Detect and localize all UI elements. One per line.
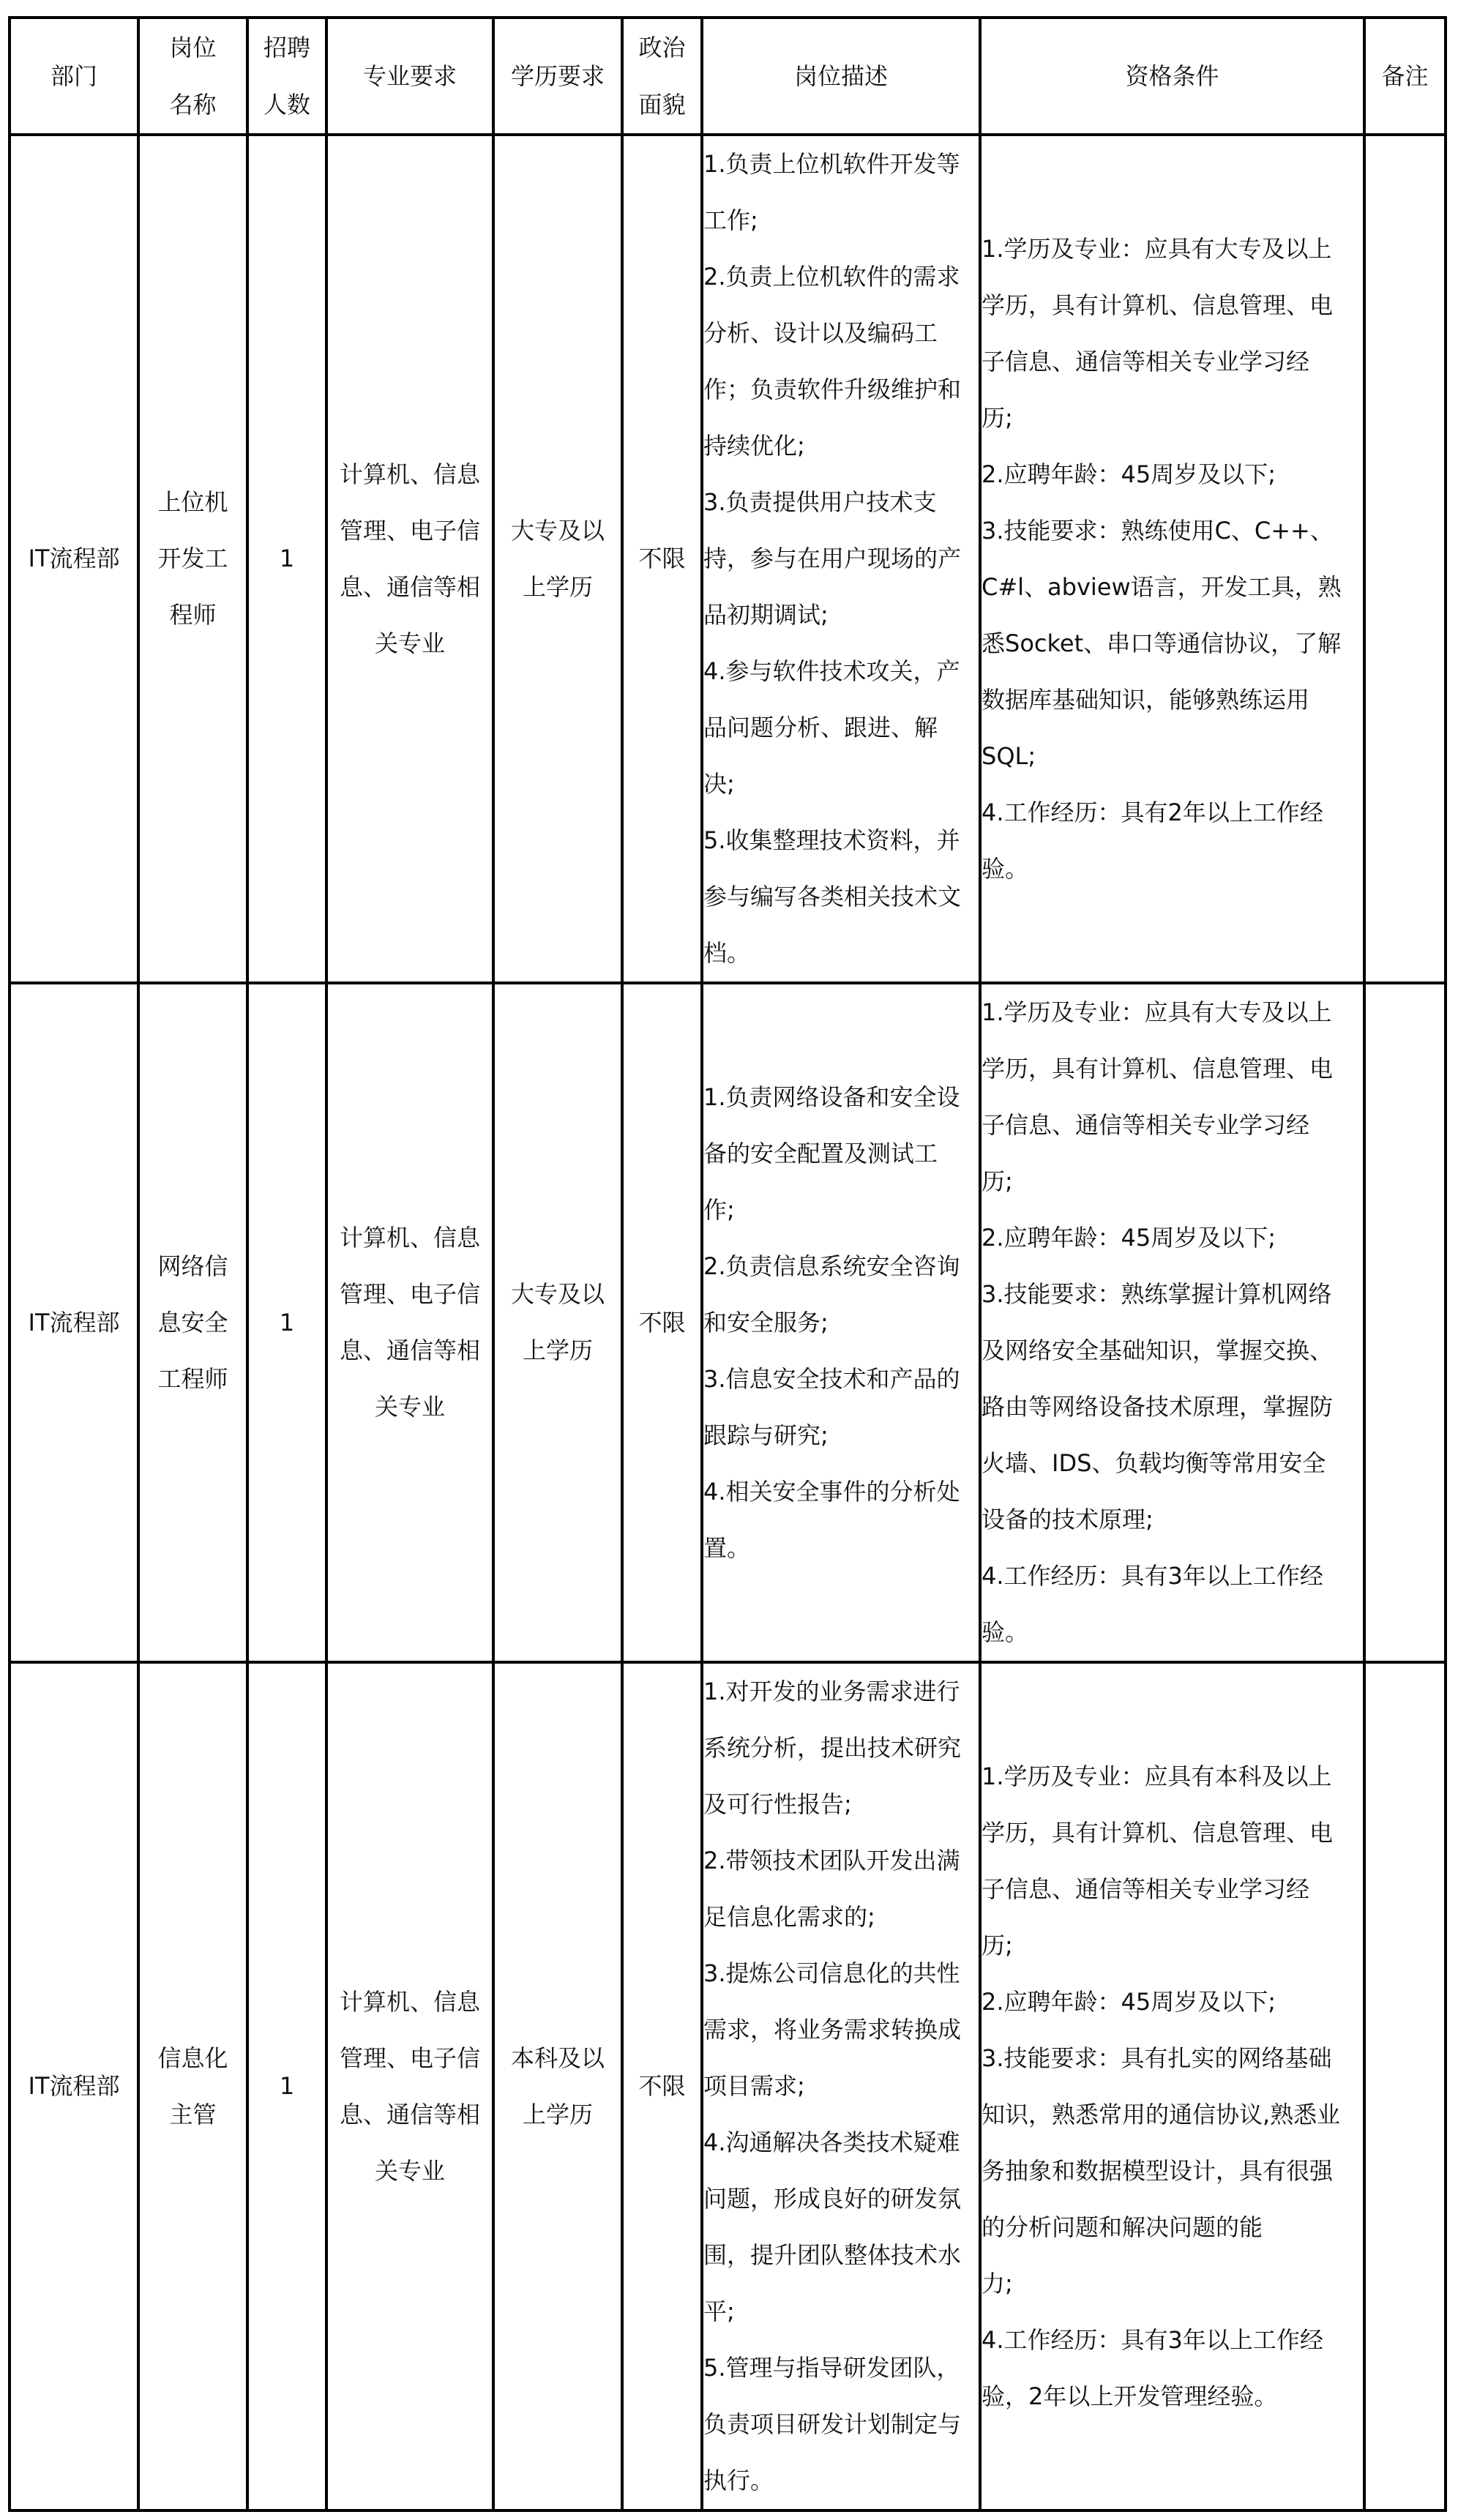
- cell-text-line: 备注: [1381, 62, 1429, 90]
- cell-text-line: 务抽象和数据模型设计，具有很强: [982, 2156, 1334, 2185]
- cell-text-line: 岗位描述: [793, 62, 888, 90]
- cell-text-line: 学历要求: [510, 62, 605, 90]
- cell-text-line: 2.应聘年龄：45周岁及以下;: [982, 1987, 1276, 2016]
- cell-text-line: 工程师: [157, 1364, 228, 1393]
- cell-text-line: 1.学历及专业：应具有大专及以上: [982, 234, 1332, 263]
- cell-major: [326, 1662, 493, 2510]
- cell-political: [622, 135, 702, 983]
- cell-text-line: 围，提升团队整体技术水: [703, 2241, 962, 2269]
- cell-text-line: 3.技能要求：熟练使用C、C++、: [982, 516, 1334, 545]
- cell-text-line: 不限: [638, 2072, 686, 2100]
- cell-position: [138, 1662, 247, 2510]
- cell-text-line: 验，2年以上开发管理经验。: [982, 2382, 1278, 2410]
- cell-text-line: 持续优化;: [703, 432, 805, 460]
- cell-text-line: IT流程部: [28, 1308, 120, 1336]
- cell-major: [326, 983, 493, 1662]
- cell-position: [138, 135, 247, 983]
- table-row: [10, 1662, 1446, 2510]
- cell-text-line: 问题，形成良好的研发氛: [703, 2185, 962, 2213]
- cell-text-line: 学历，具有计算机、信息管理、电: [982, 1818, 1334, 1847]
- cell-text-line: 档。: [703, 939, 751, 967]
- cell-text-line: 及网络安全基础知识，掌握交换、: [982, 1336, 1334, 1364]
- cell-text-line: 4.工作经历：具有3年以上工作经: [982, 2325, 1323, 2354]
- cell-text-line: 不限: [638, 1308, 686, 1336]
- cell-text-line: 5.管理与指导研发团队，: [703, 2354, 960, 2382]
- cell-text-line: 火墙、IDS、负载均衡等常用安全: [982, 1449, 1326, 1477]
- cell-text-line: 平;: [703, 2297, 735, 2325]
- cell-text-line: 参与编写各类相关技术文: [703, 883, 962, 911]
- cell-count: [247, 983, 326, 1662]
- cell-text-line: 政治: [638, 34, 686, 61]
- cell-text-line: 部门: [50, 62, 97, 90]
- cell-text-line: 4.工作经历：具有2年以上工作经: [982, 798, 1323, 826]
- cell-text-line: 面貌: [638, 91, 686, 119]
- cell-text-line: 大专及以: [510, 1280, 605, 1308]
- cell-text-line: 设备的技术原理;: [982, 1506, 1154, 1533]
- cell-text-line: 及可行性报告;: [703, 1790, 852, 1818]
- cell-text-line: 子信息、通信等相关专业学习经: [982, 347, 1310, 375]
- cell-text-line: 主管: [169, 2100, 217, 2128]
- cell-remarks: [1364, 1662, 1446, 2510]
- cell-text-line: 上学历: [522, 2100, 593, 2128]
- cell-text-line: 品初期调试;: [703, 601, 829, 629]
- header-row: [10, 18, 1446, 135]
- cell-text-line: 持，参与在用户现场的产: [703, 545, 962, 572]
- cell-text-line: 计算机、信息: [339, 1224, 480, 1252]
- cell-text-line: 决;: [703, 770, 735, 798]
- cell-text-line: 1.对开发的业务需求进行: [703, 1678, 960, 1705]
- cell-text-line: 息、通信等相: [339, 572, 480, 601]
- cell-text-line: 1: [279, 1308, 295, 1336]
- cell-dept: [10, 1662, 138, 2510]
- cell-text-line: 品问题分析、跟进、解: [703, 714, 938, 741]
- header-major: [326, 18, 493, 135]
- cell-text-line: 3.技能要求：具有扎实的网络基础: [982, 2044, 1332, 2072]
- cell-text-line: 计算机、信息: [339, 1987, 480, 2016]
- cell-text-line: 历;: [982, 403, 1013, 432]
- cell-text-line: 学历，具有计算机、信息管理、电: [982, 291, 1334, 319]
- table-row: [10, 983, 1446, 1662]
- cell-text-line: 1: [279, 2072, 295, 2100]
- header-qualification: [980, 18, 1364, 135]
- cell-text-line: 4.沟通解决各类技术疑难: [703, 2128, 960, 2156]
- cell-text-line: 1: [279, 545, 295, 572]
- cell-major: [326, 135, 493, 983]
- cell-text-line: 悉Socket、串口等通信协议，了解: [982, 629, 1342, 657]
- cell-text-line: 上学历: [522, 1336, 593, 1364]
- cell-text-line: 关专业: [374, 2156, 445, 2185]
- cell-education: [493, 983, 622, 1662]
- cell-text-line: 路由等网络设备技术原理，掌握防: [982, 1393, 1334, 1421]
- cell-text-line: 历;: [982, 1167, 1013, 1195]
- cell-count: [247, 135, 326, 983]
- cell-text-line: 历;: [982, 1931, 1013, 1959]
- cell-text-line: 力;: [982, 2269, 1013, 2297]
- cell-text-line: 3.技能要求：熟练掌握计算机网络: [982, 1280, 1332, 1308]
- cell-text-line: 的分析问题和解决问题的能: [982, 2213, 1263, 2241]
- cell-text-line: 学历，具有计算机、信息管理、电: [982, 1055, 1334, 1083]
- cell-count: [247, 1662, 326, 2510]
- cell-qualification: [980, 135, 1364, 983]
- cell-description: [702, 1662, 980, 2510]
- cell-text-line: 计算机、信息: [339, 460, 480, 488]
- cell-political: [622, 1662, 702, 2510]
- recruitment-table: [8, 16, 1447, 2512]
- cell-text-line: 管理、电子信: [339, 1280, 480, 1308]
- cell-text-line: 足信息化需求的;: [703, 1903, 875, 1931]
- cell-text-line: 需求，将业务需求转换成: [703, 2016, 962, 2044]
- cell-text-line: 系统分析，提出技术研究: [703, 1734, 962, 1762]
- cell-description: [702, 135, 980, 983]
- cell-text-line: 负责项目研发计划制定与: [703, 2410, 962, 2438]
- cell-text-line: 不限: [638, 545, 686, 572]
- cell-text-line: 数据库基础知识，能够熟练运用: [982, 685, 1310, 714]
- cell-text-line: 名称: [169, 91, 217, 119]
- cell-text-line: 关专业: [374, 1393, 445, 1421]
- cell-text-line: 2.带领技术团队开发出满: [703, 1847, 960, 1874]
- cell-text-line: 备的安全配置及测试工: [703, 1139, 938, 1167]
- cell-text-line: 项目需求;: [703, 2072, 805, 2100]
- cell-text-line: 息、通信等相: [339, 1336, 480, 1364]
- cell-text-line: 3.提炼公司信息化的共性: [703, 1959, 960, 1987]
- cell-text-line: 3.负责提供用户技术支: [703, 488, 937, 516]
- cell-text-line: 子信息、通信等相关专业学习经: [982, 1874, 1310, 1903]
- cell-text-line: 息安全: [157, 1308, 228, 1336]
- cell-text-line: 开发工: [157, 545, 228, 572]
- cell-education: [493, 1662, 622, 2510]
- cell-text-line: 专业要求: [362, 62, 457, 90]
- cell-text-line: 关专业: [374, 629, 445, 657]
- cell-text-line: 网络信: [157, 1252, 228, 1280]
- cell-text-line: 3.信息安全技术和产品的: [703, 1364, 960, 1393]
- cell-text-line: 1.学历及专业：应具有大专及以上: [982, 998, 1332, 1026]
- cell-text-line: IT流程部: [28, 2072, 120, 2100]
- cell-text-line: 2.应聘年龄：45周岁及以下;: [982, 1224, 1276, 1252]
- cell-position: [138, 983, 247, 1662]
- cell-text-line: 2.应聘年龄：45周岁及以下;: [982, 460, 1276, 488]
- header-dept: [10, 18, 138, 135]
- cell-text-line: 管理、电子信: [339, 516, 480, 545]
- cell-text-line: 执行。: [703, 2467, 774, 2494]
- cell-political: [622, 983, 702, 1662]
- cell-text-line: 信息化: [157, 2044, 228, 2072]
- cell-text-line: 招聘: [263, 34, 310, 61]
- cell-text-line: 和安全服务;: [703, 1308, 829, 1336]
- cell-qualification: [980, 1662, 1364, 2510]
- cell-text-line: 岗位: [169, 34, 217, 61]
- cell-description: [702, 983, 980, 1662]
- cell-text-line: 知识，熟悉常用的通信协议,熟悉业: [982, 2100, 1341, 2128]
- cell-text-line: 上学历: [522, 572, 593, 601]
- cell-text-line: 1.负责上位机软件开发等: [703, 150, 960, 178]
- cell-text-line: 息、通信等相: [339, 2100, 480, 2128]
- cell-text-line: 4.相关安全事件的分析处: [703, 1477, 960, 1506]
- cell-text-line: 验。: [982, 854, 1029, 883]
- cell-text-line: 分析、设计以及编码工: [703, 319, 938, 347]
- cell-text-line: 1.学历及专业：应具有本科及以上: [982, 1762, 1332, 1790]
- cell-text-line: 置。: [703, 1533, 751, 1562]
- cell-qualification: [980, 983, 1364, 1662]
- cell-text-line: 本科及以: [510, 2044, 605, 2072]
- cell-text-line: 作；负责软件升级维护和: [703, 375, 962, 403]
- cell-text-line: 5.收集整理技术资料，并: [703, 826, 960, 854]
- cell-education: [493, 135, 622, 983]
- cell-text-line: 工作;: [703, 206, 758, 234]
- table-row: [10, 135, 1446, 983]
- header-political: [622, 18, 702, 135]
- cell-text-line: 资格条件: [1125, 62, 1219, 90]
- cell-dept: [10, 983, 138, 1662]
- cell-dept: [10, 135, 138, 983]
- cell-text-line: 1.负责网络设备和安全设: [703, 1083, 960, 1111]
- header-education: [493, 18, 622, 135]
- cell-text-line: 4.参与软件技术攻关，产: [703, 657, 960, 685]
- cell-text-line: 4.工作经历：具有3年以上工作经: [982, 1562, 1323, 1590]
- cell-text-line: 子信息、通信等相关专业学习经: [982, 1111, 1310, 1139]
- cell-text-line: C#l、abview语言，开发工具，熟: [982, 572, 1342, 601]
- cell-text-line: 程师: [169, 601, 217, 629]
- cell-text-line: IT流程部: [28, 545, 120, 572]
- cell-text-line: 2.负责上位机软件的需求: [703, 263, 960, 291]
- cell-text-line: 管理、电子信: [339, 2044, 480, 2072]
- header-count: [247, 18, 326, 135]
- cell-text-line: SQL;: [982, 741, 1036, 770]
- cell-text-line: 上位机: [157, 488, 228, 516]
- cell-text-line: 跟踪与研究;: [703, 1421, 829, 1449]
- cell-remarks: [1364, 135, 1446, 983]
- cell-text-line: 2.负责信息系统安全咨询: [703, 1252, 960, 1280]
- header-description: [702, 18, 980, 135]
- header-position: [138, 18, 247, 135]
- header-remarks: [1364, 18, 1446, 135]
- cell-text-line: 验。: [982, 1618, 1029, 1646]
- cell-text-line: 作;: [703, 1195, 735, 1224]
- cell-text-line: 大专及以: [510, 516, 605, 545]
- cell-remarks: [1364, 983, 1446, 1662]
- cell-text-line: 人数: [263, 91, 310, 119]
